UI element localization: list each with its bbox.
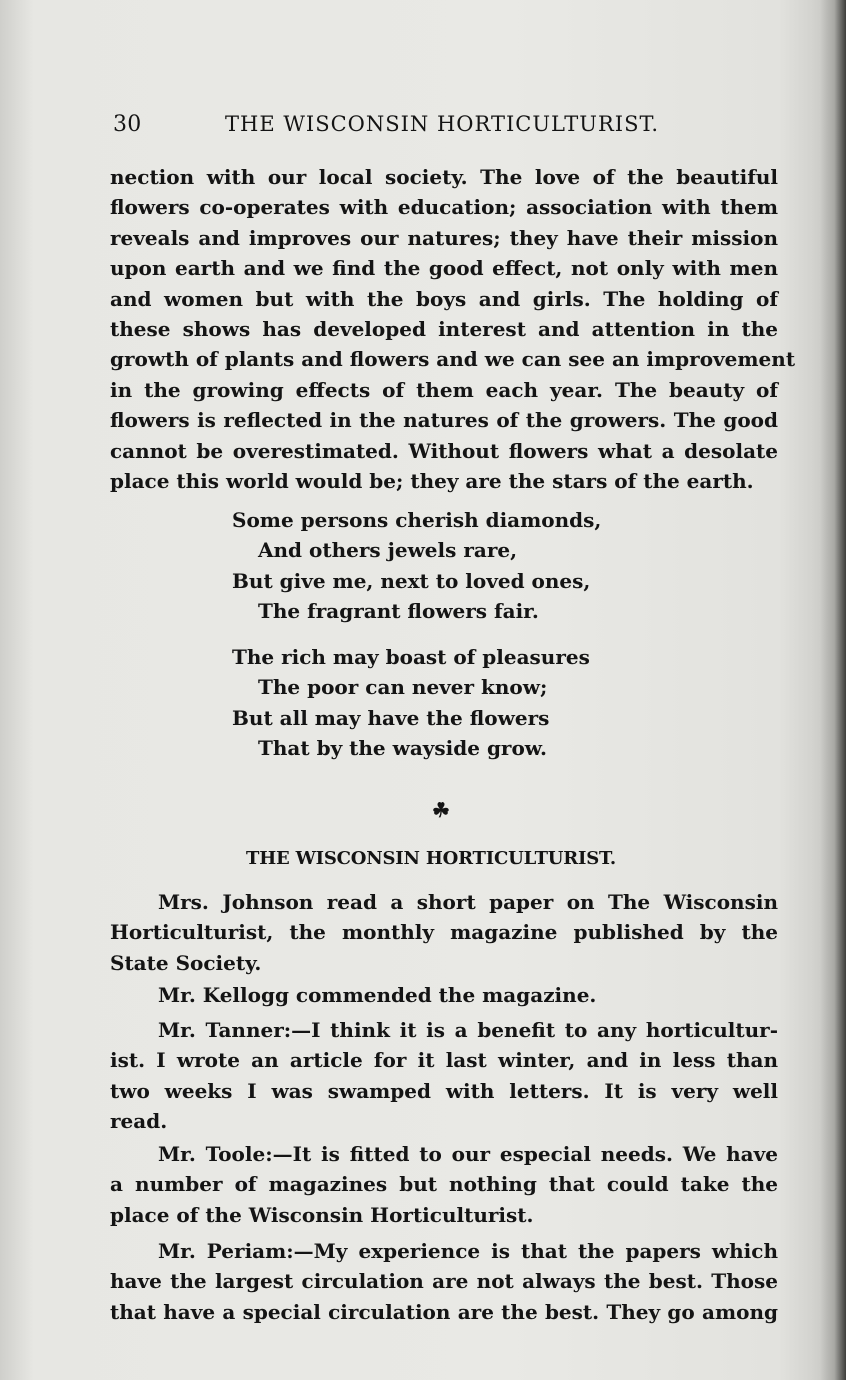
- poem-line: That by the wayside grow.: [258, 736, 547, 761]
- text-line: two weeks I was swamped with letters. It is very well: [110, 1078, 778, 1103]
- text-line: that have a special circulation are the best. They go among: [110, 1299, 778, 1324]
- paragraph-toole: [110, 1139, 778, 1230]
- text-line: nection with our local society. The love of the beautiful: [110, 165, 778, 189]
- text-line: ist. I wrote an article for it last winter, and in less than: [110, 1048, 778, 1073]
- text-line: State Society.: [110, 950, 262, 975]
- ornament-icon: ☘: [432, 798, 450, 822]
- poem-line: Some persons cherish diamonds,: [232, 508, 602, 532]
- text-line: in the growing effects of them each year. The beauty of: [110, 377, 778, 402]
- page-edge-shadow: [820, 0, 846, 1380]
- text-line: Mr. Toole:—It is fitted to our especial needs. We have: [158, 1142, 778, 1166]
- text-line: cannot be overestimated. Without flowers what a desolate: [110, 438, 778, 463]
- text-line: flowers is reflected in the natures of the growers. The good: [110, 408, 778, 433]
- poem-line: And others jewels rare,: [258, 538, 518, 563]
- paragraph-kellogg: [110, 980, 778, 1010]
- text-line: read.: [110, 1109, 168, 1134]
- page-number: 30: [113, 112, 142, 137]
- paragraph-periam: [110, 1236, 778, 1327]
- poem-stanza-2: [232, 642, 590, 764]
- text-line: have the largest circulation are not always the best. Those: [110, 1269, 778, 1294]
- paragraph-continued: [110, 162, 796, 496]
- text-line: and women but with the boys and girls. The holding of: [110, 286, 778, 311]
- text-line: place this world would be; they are the stars of the earth.: [110, 468, 754, 493]
- text-line: flowers co-operates with education; association with them: [110, 195, 778, 220]
- text-line: growth of plants and flowers and we can see an improvement: [110, 347, 796, 372]
- running-head-title: THE WISCONSIN HORTICULTURIST.: [225, 112, 660, 136]
- text-line: Mr. Tanner:—I think it is a benefit to any horticultur-: [158, 1018, 778, 1042]
- poem-line: The poor can never know;: [258, 675, 548, 700]
- text-line: these shows has developed interest and attention in the: [110, 316, 778, 341]
- paragraph-johnson: [110, 887, 778, 978]
- poem-line: The fragrant flowers fair.: [258, 599, 539, 624]
- poem-line: But give me, next to loved ones,: [232, 568, 591, 593]
- text-line: place of the Wisconsin Horticulturist.: [110, 1202, 534, 1227]
- poem-stanza-1: [232, 505, 601, 627]
- paragraph-tanner: [110, 1015, 778, 1137]
- text-line: reveals and improves our natures; they have their mission: [110, 225, 778, 250]
- text-line: Horticulturist, the monthly magazine published by the: [110, 920, 778, 945]
- section-title: THE WISCONSIN HORTICULTURIST.: [246, 848, 616, 869]
- text-line: Mr. Kellogg commended the magazine.: [158, 983, 597, 1007]
- text-line: Mr. Periam:—My experience is that the papers which: [158, 1239, 778, 1263]
- poem-line: The rich may boast of pleasures: [232, 645, 590, 669]
- text-line: a number of magazines but nothing that could take the: [110, 1172, 778, 1197]
- running-head: [113, 112, 673, 142]
- text-line: Mrs. Johnson read a short paper on The Wisconsin: [158, 890, 778, 914]
- poem-line: But all may have the flowers: [232, 705, 550, 730]
- text-line: upon earth and we find the good effect, not only with men: [110, 256, 778, 281]
